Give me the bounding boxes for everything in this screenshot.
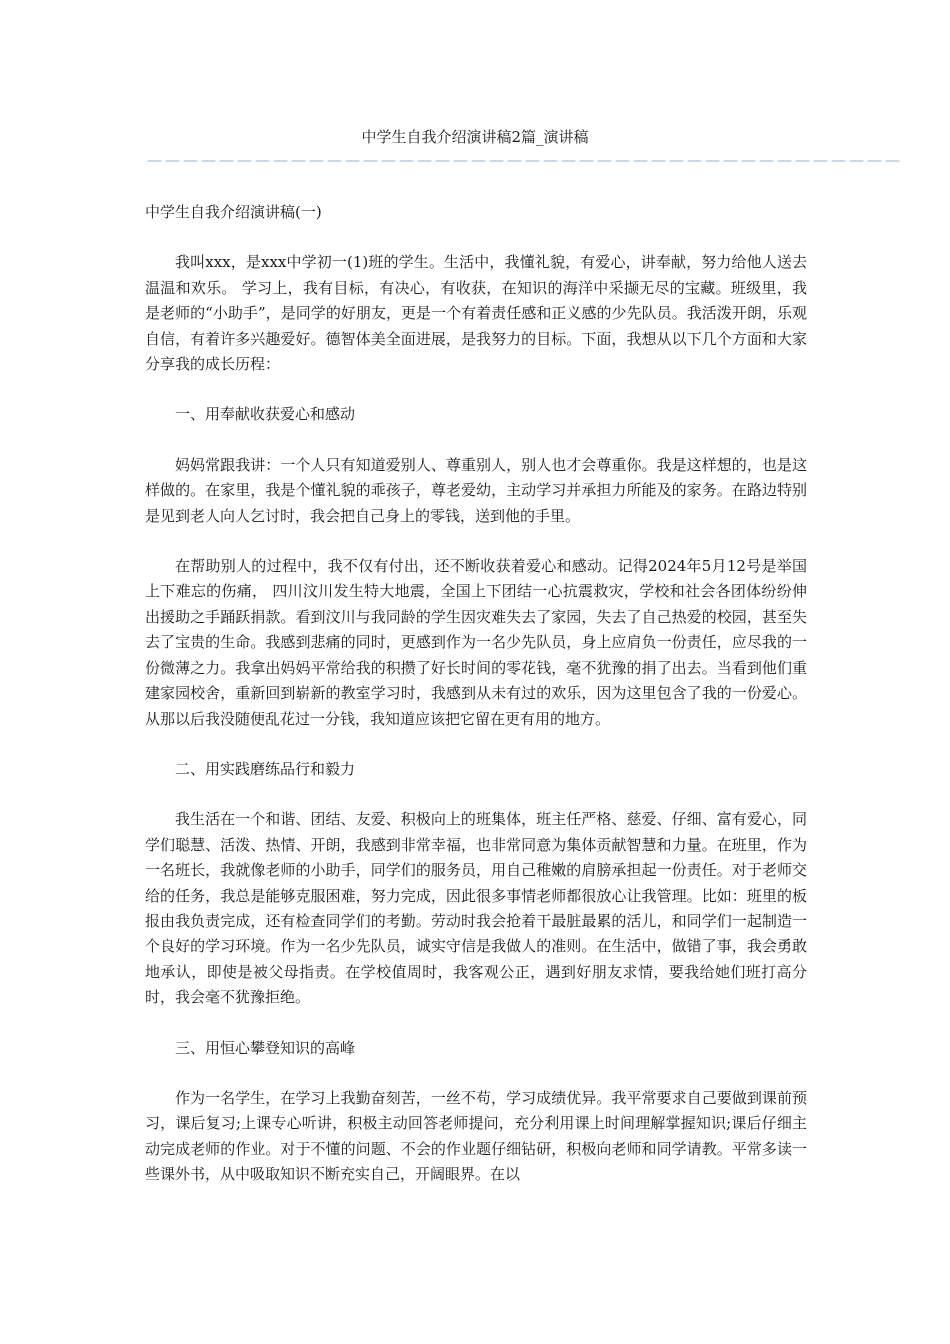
document-subtitle: 中学生自我介绍演讲稿(一)	[145, 203, 322, 221]
intro-paragraph: 我叫xxx，是xxx中学初一(1)班的学生。生活中，我懂礼貌，有爱心，讲奉献，努力给他人送去温温和欢乐。 学习上，我有目标，有决心，有收获，在知识的海洋中采撷无尽的宝藏。班级里，我是老师的“小助手”，是同学的好朋友，更是一个有着责任感和正义感的少先队员。我活泼开朗，乐观自信，有着许多兴趣爱好。德智体美全面进展，是我努力的目标。下面，我想从以下几个方面和大家分享我的成长历程：	[145, 253, 807, 374]
section-1-heading: 一、用奉献收获爱心和感动	[175, 405, 356, 424]
document-title: 中学生自我介绍演讲稿2篇_演讲稿	[361, 128, 589, 146]
title-dashed-rule: ——————————————————————————————————————————	[147, 151, 903, 169]
section-3-paragraph-1: 作为一名学生，在学习上我勤奋刻苦，一丝不苟，学习成绩优异。我平常要求自己要做到课前预习，课后复习;上课专心听讲，积极主动回答老师提问，充分利用课上时间理解掌握知识;课后仔细主动完成老师的作业。对于不懂的问题、不会的作业题仔细钻研，积极向老师和同学请教。平常多读一些课外书，从中吸取知识不断充实自己，开阔眼界。在以	[145, 1088, 807, 1184]
section-2-paragraph-1: 我生活在一个和谐、团结、友爱、积极向上的班集体，班主任严格、慈爱、仔细、富有爱心，同学们聪慧、活泼、热情、开朗，我感到非常幸福，也非常同意为集体贡献智慧和力量。在班里，作为一名班长，我就像老师的小助手，同学们的服务员，用自己稚嫩的肩膀承担起一份责任。对于老师交给的任务，我总是能够克服困难，努力完成，因此很多事情老师都很放心让我管理。比如：班里的板报由我负责完成，还有检查同学们的考勤。劳动时我会抢着干最脏最累的活儿，和同学们一起制造一个良好的学习环境。作为一名少先队员，诚实守信是我做人的准则。在生活中，做错了事，我会勇敢地承认，即使是被父母指责。在学校值周时，我客观公正，遇到好朋友求情，要我给她们班打高分时，我会毫不犹豫拒绝。	[145, 810, 807, 1007]
section-1-paragraph-1: 妈妈常跟我讲：一个人只有知道爱别人、尊重别人，别人也才会尊重你。我是这样想的，也是这样做的。在家里，我是个懂礼貌的乖孩子，尊老爱幼，主动学习并承担力所能及的家务。在路边特别是见到老人向人乞讨时，我会把自己身上的零钱，送到他的手里。	[145, 455, 807, 525]
section-1-paragraph-2: 在帮助别人的过程中，我不仅有付出，还不断收获着爱心和感动。记得2024年5月12号是举国上下难忘的伤痛， 四川汶川发生特大地震，全国上下团结一心抗震救灾，学校和社会各团体纷纷伸出援助之手踊跃捐款。看到汶川与我同龄的学生因灾难失去了家园，失去了自己热爱的校园，甚至失去了宝贵的生命。我感到悲痛的同时，更感到作为一名少先队员，身上应肩负一份责任，应尽我的一份微薄之力。我拿出妈妈平常给我的积攒了好长时间的零花钱，毫不犹豫的捐了出去。当看到他们重建家园校舍，重新回到崭新的教室学习时，我感到从未有过的欢乐，因为这里包含了我的一份爱心。从那以后我没随便乱花过一分钱，我知道应该把它留在更有用的地方。	[145, 557, 807, 728]
section-3-heading: 三、用恒心攀登知识的高峰	[175, 1038, 356, 1057]
section-2-heading: 二、用实践磨练品行和毅力	[175, 759, 356, 778]
document-body	[145, 200, 807, 1213]
